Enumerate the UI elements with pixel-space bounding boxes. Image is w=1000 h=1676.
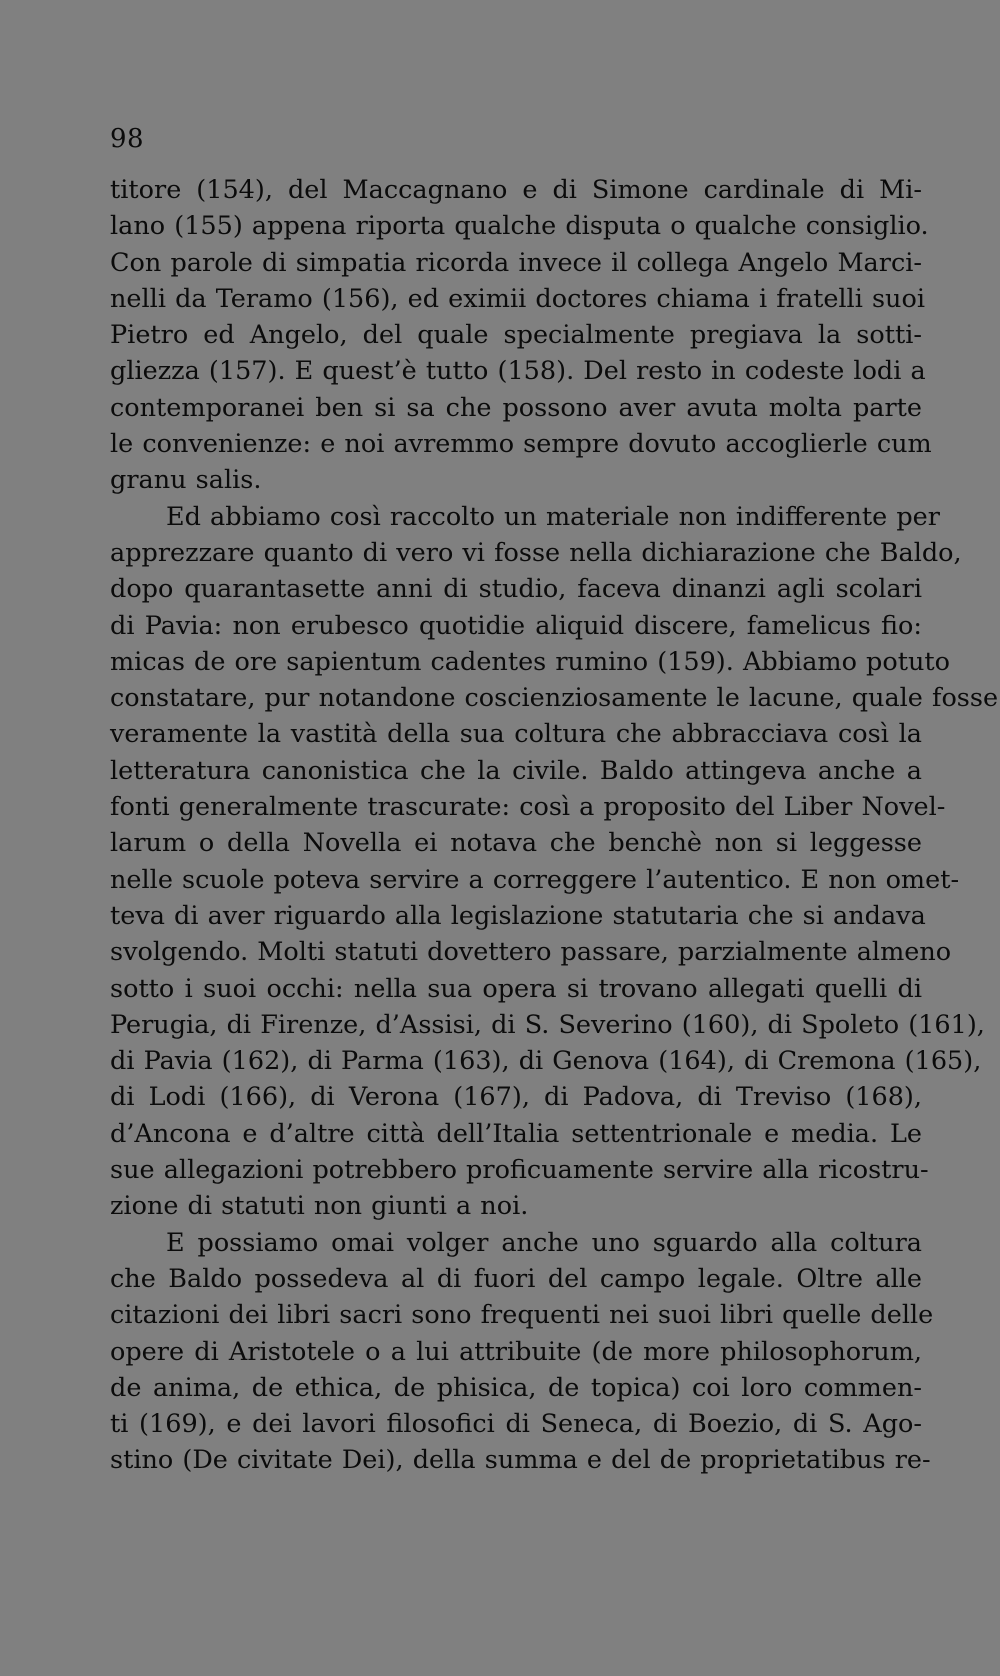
text-line: dopo quarantasette anni di studio, faceva dinanzi agli scolari	[110, 574, 922, 605]
text-line: sue allegazioni potrebbero proficuamente servire alla ricostru-	[110, 1155, 929, 1186]
text-line: di Pavia: non erubesco quotidie aliquid discere, famelicus fio:	[110, 610, 922, 641]
text-line: citazioni dei libri sacri sono frequenti nei suoi libri quelle delle	[110, 1300, 934, 1331]
text-line: ti (169), e dei lavori filosofici di Seneca, di Boezio, di S. Ago-	[110, 1409, 922, 1440]
text-line: letteratura canonistica che la civile. Baldo attingeva anche a	[110, 755, 922, 786]
text-line: di Lodi (166), di Verona (167), di Padova, di Treviso (168),	[110, 1082, 922, 1113]
text-line: contemporanei ben si sa che possono aver avuta molta parte	[110, 392, 922, 423]
text-line: veramente la vastità della sua coltura che abbracciava così la	[110, 719, 922, 750]
text-line: granu salis.	[110, 465, 262, 496]
text-line: de anima, de ethica, de phisica, de topica) coi loro commen-	[110, 1372, 922, 1403]
text-line: stino (De civitate Dei), della summa e del de proprietatibus re-	[110, 1445, 931, 1476]
text-line: nelli da Teramo (156), ed eximii doctores chiama i fratelli suoi	[110, 283, 925, 314]
text-line: gliezza (157). E quest’è tutto (158). Del resto in codeste lodi a	[110, 356, 926, 387]
text-line: Con parole di simpatia ricorda invece il collega Angelo Marci-	[110, 247, 922, 278]
text-line: larum o della Novella ei notava che benchè non si leggesse	[110, 828, 922, 859]
text-line: che Baldo possedeva al di fuori del campo legale. Oltre alle	[110, 1263, 922, 1294]
text-line: lano (155) appena riporta qualche disputa o qualche consiglio.	[110, 211, 929, 242]
text-line: Perugia, di Firenze, d’Assisi, di S. Severino (160), di Spoleto (161),	[110, 1009, 985, 1040]
text-line: d’Ancona e d’altre città dell’Italia settentrionale e media. Le	[110, 1118, 922, 1149]
text-line: E possiamo omai volger anche uno sguardo alla coltura	[166, 1227, 922, 1258]
page-number: 98	[110, 124, 145, 154]
text-line: nelle scuole poteva servire a correggere l’autentico. E non omet-	[110, 864, 960, 895]
body-text	[110, 172, 999, 1479]
text-line: svolgendo. Molti statuti dovettero passare, parzialmente almeno	[110, 937, 952, 968]
text-line: Pietro ed Angelo, del quale specialmente pregiava la sotti-	[110, 320, 922, 351]
text-line: titore (154), del Maccagnano e di Simone cardinale di Mi-	[110, 175, 922, 205]
text-line: sotto i suoi occhi: nella sua opera si trovano allegati quelli di	[110, 973, 922, 1004]
paragraph-1	[110, 172, 932, 499]
text-line: teva di aver riguardo alla legislazione statutaria che si andava	[110, 900, 926, 931]
text-line: zione di statuti non giunti a noi.	[110, 1191, 529, 1222]
paragraph-2	[110, 499, 999, 1225]
text-line: di Pavia (162), di Parma (163), di Genova (164), di Cremona (165),	[110, 1046, 982, 1077]
text-line: fonti generalmente trascurate: così a proposito del Liber Novel-	[110, 792, 946, 823]
paragraph-3	[110, 1225, 934, 1479]
text-line: opere di Aristotele o a lui attribuite (de more philosophorum,	[110, 1336, 922, 1367]
text-line: apprezzare quanto di vero vi fosse nella dichiarazione che Baldo,	[110, 537, 962, 568]
text-line: Ed abbiamo così raccolto un materiale non indifferente per	[166, 501, 940, 532]
text-line: constatare, pur notandone coscienziosamente le lacune, quale fosse	[110, 683, 999, 714]
text-line: micas de ore sapientum cadentes rumino (159). Abbiamo potuto	[110, 646, 950, 677]
text-line: le convenienze: e noi avremmo sempre dovuto accoglierle cum	[110, 429, 932, 460]
